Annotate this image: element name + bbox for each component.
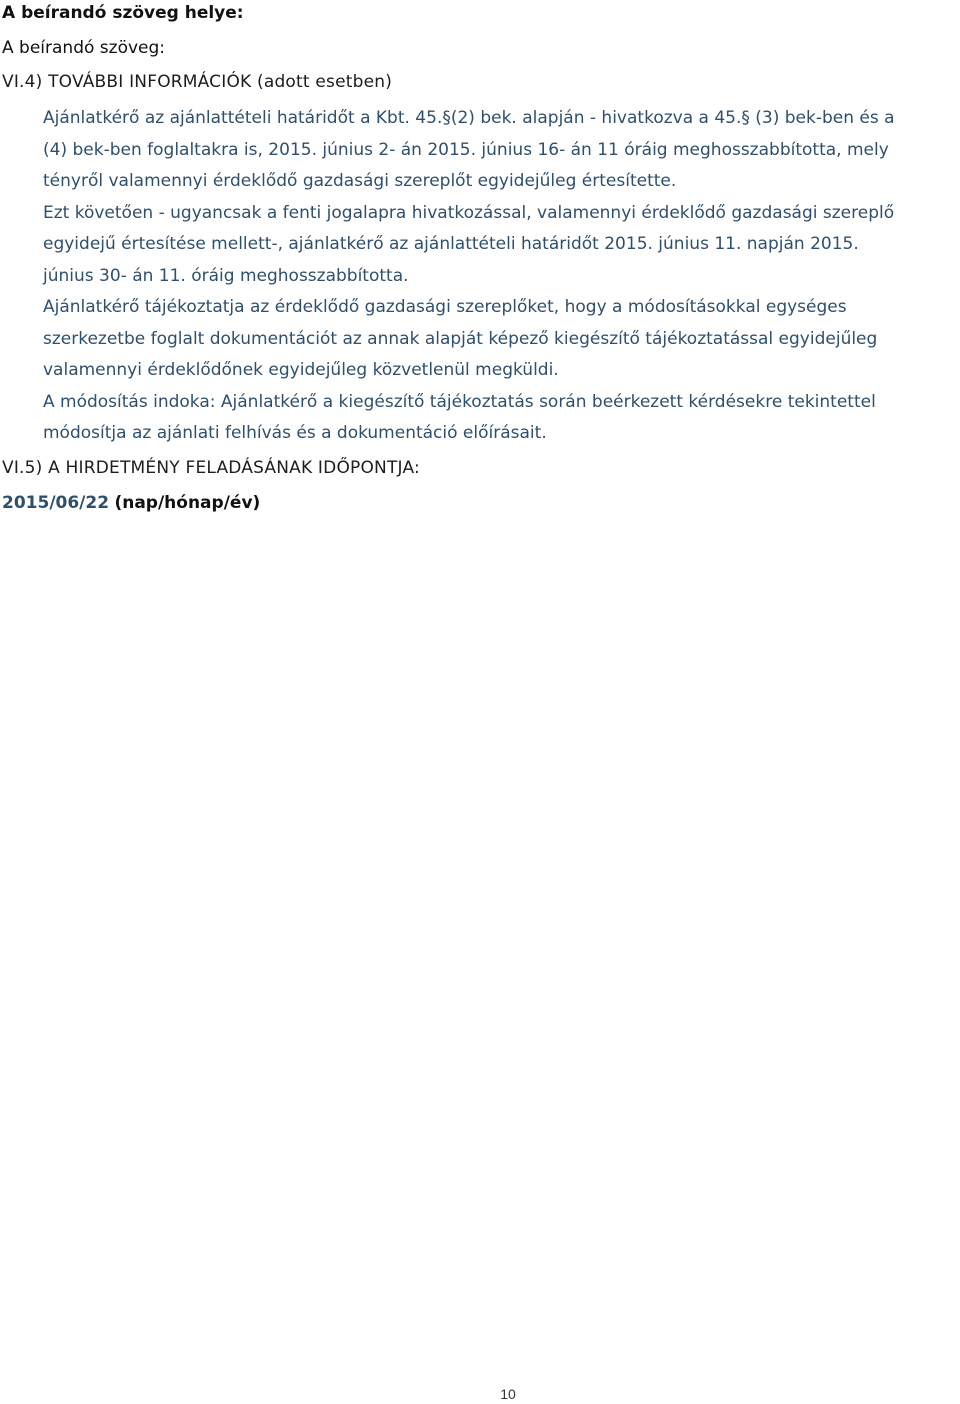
paragraph-line: Ajánlatkérő az ajánlattételi határidőt a Kbt. 45.§(2) bek. alapján - hivatkozva a 45.§ (3) bek-ben és a bbox=[43, 108, 895, 128]
paragraph-line: (4) bek-ben foglaltakra is, 2015. június 2- án 2015. június 16- án 11 óráig meghosszabbította, mely bbox=[43, 140, 889, 160]
paragraph-line: Ajánlatkérő tájékoztatja az érdeklődő gazdasági szereplőket, hogy a módosításokkal egységes bbox=[43, 297, 847, 317]
text-label: A beírandó szöveg: bbox=[2, 38, 166, 58]
dispatch-date-value: 2015/06/22 bbox=[2, 493, 110, 513]
paragraph-line: A módosítás indoka: Ajánlatkérő a kiegészítő tájékoztatás során beérkezett kérdésekre tekintettel bbox=[43, 392, 876, 412]
section-vi4-title: VI.4) TOVÁBBI INFORMÁCIÓK (adott esetben) bbox=[2, 72, 393, 92]
section-vi5-title: VI.5) A HIRDETMÉNY FELADÁSÁNAK IDŐPONTJA: bbox=[2, 458, 420, 478]
placeholder-label: A beírandó szöveg helye: bbox=[2, 3, 244, 23]
paragraph-line: valamennyi érdeklődőnek egyidejűleg közvetlenül megküldi. bbox=[43, 360, 559, 380]
dispatch-date-format: (nap/hónap/év) bbox=[114, 493, 261, 513]
dispatch-date-row bbox=[2, 492, 260, 514]
paragraph-line: tényről valamennyi érdeklődő gazdasági szereplőt egyidejűleg értesítette. bbox=[43, 171, 677, 191]
paragraph-line: szerkezetbe foglalt dokumentációt az annak alapját képező kiegészítő tájékoztatással egyidejűleg bbox=[43, 329, 878, 349]
page-number: 10 bbox=[500, 1386, 516, 1402]
paragraph-line: egyidejű értesítése mellett-, ajánlatkérő az ajánlattételi határidőt 2015. június 11. napján 2015. bbox=[43, 234, 859, 254]
paragraph-line: módosítja az ajánlati felhívás és a dokumentáció előírásait. bbox=[43, 423, 547, 443]
paragraph-line: június 30- án 11. óráig meghosszabbította. bbox=[43, 266, 409, 286]
paragraph-line: Ezt követően - ugyancsak a fenti jogalapra hivatkozással, valamennyi érdeklődő gazdasági szereplő bbox=[43, 203, 895, 223]
